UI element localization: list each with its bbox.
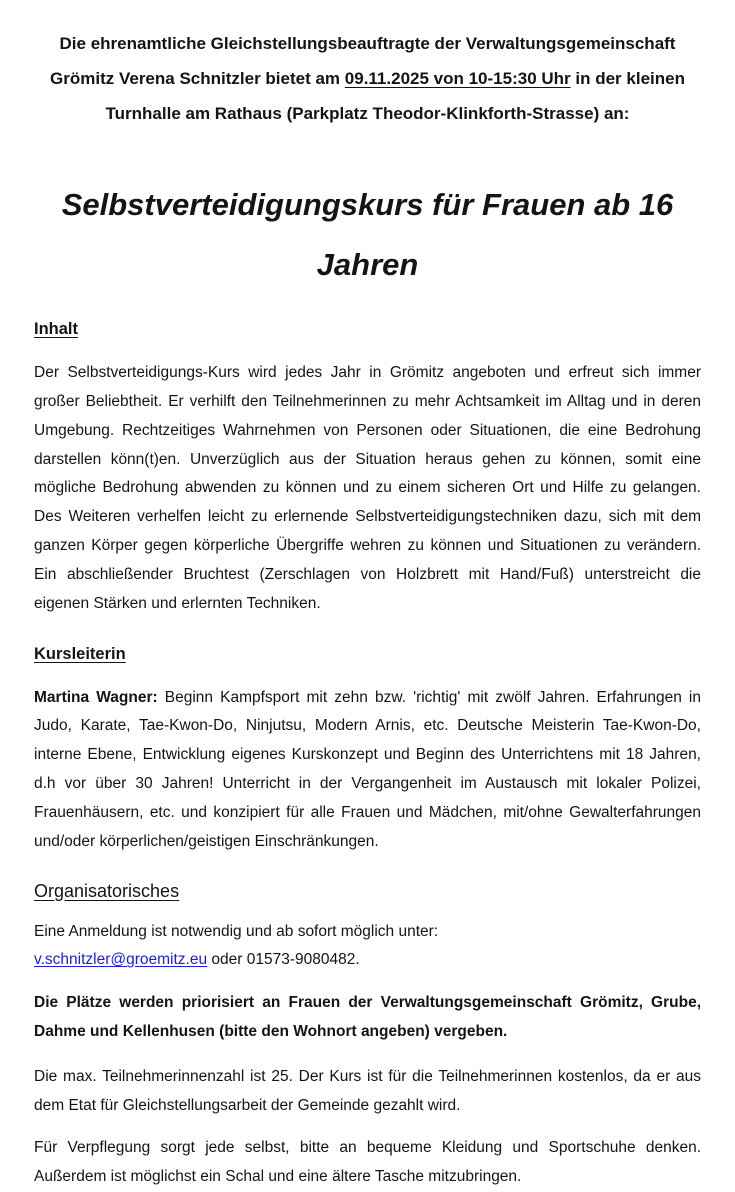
priority-note-paragraph: Die Plätze werden priorisiert an Frauen der Verwaltungsgemeinschaft Grömitz, Grube, Dahme und Kellenhusen (bitte den Wohnort angeben) vergeben.: [34, 994, 701, 1040]
registration-text: Eine Anmeldung ist notwendig und ab sofort möglich unter:: [34, 922, 439, 940]
section-heading-kursleiterin: Kursleiterin: [34, 644, 126, 663]
inhalt-paragraph: Der Selbstverteidigungs-Kurs wird jedes Jahr in Grömitz angeboten und erfreut sich immer großer Beliebtheit. Er verhilft den Teilnehmerinnen zu mehr Achtsamkeit im Alltag und in deren Umgebung. Rechtzeitiges Wahrnehmen von Personen oder Situationen, die eine Bedrohung darstellen könn(t)en. Unverzüglich aus der Situation heraus gehen zu können, somit eine mögliche Bedrohung abwenden zu können und zu einem sicheren Ort und Hilfe zu gelangen. Des Weiteren verhelfen leicht zu erlernende Selbstverteidigungstechniken dazu, sich mit dem ganzen Körper gegen körperliche Übergriffe wehren zu können und Situationen zu verändern. Ein abschließender Bruchtest (Zerschlagen von Holzbrett mit Hand/Fuß) unterstreicht die eigenen Stärken und erlernten Techniken.: [34, 364, 701, 612]
participants-note-paragraph: Die max. Teilnehmerinnenzahl ist 25. Der Kurs ist für die Teilnehmerinnen kostenlos, da er aus dem Etat für Gleichstellungsarbeit der Gemeinde gezahlt wird.: [34, 1067, 701, 1114]
instructor-bio: Beginn Kampfsport mit zehn bzw. 'richtig' mit zwölf Jahren. Erfahrungen in Judo, Karate, Tae-Kwon-Do, Ninjutsu, Modern Arnis, etc. Deutsche Meisterin Tae-Kwon-Do, interne Ebene, Entwicklung eigenes Kurskonzept und Beginn des Unterrichtens mit 18 Jahren, d.h vor über 30 Jahren! Unterricht in der Vergangenheit im Austausch mit lokaler Polizei, Frauenhäusern, etc. und konzipiert für alle Frauen und Mädchen, mit/ohne Gewalterfahrungen und/oder körperlichen/geistigen Einschränkungen.: [34, 688, 701, 850]
phone-text: oder 01573-9080482.: [207, 951, 360, 969]
instructor-name: Martina Wagner:: [34, 688, 158, 706]
intro-paragraph: [44, 26, 692, 131]
intro-date-underlined: 09.11.2025 von 10-15:30 Uhr: [344, 69, 571, 89]
equipment-note-paragraph: Für Verpflegung sorgt jede selbst, bitte an bequeme Kleidung und Sportschuhe denken. Außerdem ist möglichst ein Schal und eine ältere Tasche mitzubringen.: [34, 1139, 701, 1186]
intro-text-post: in der kleinen Turnhalle am Rathaus (Parkplatz Theodor-Klinkforth-Strasse) an:: [105, 69, 685, 124]
page-title: Selbstverteidigungskurs für Frauen ab 16 Jahren: [61, 187, 674, 282]
section-heading-organisatorisches: Organisatorisches: [34, 880, 180, 901]
email-link[interactable]: v.schnitzler@groemitz.eu: [34, 951, 208, 969]
registration-paragraph: [34, 918, 701, 976]
section-heading-inhalt: Inhalt: [34, 320, 78, 339]
kursleiterin-paragraph: [34, 684, 701, 857]
intro-text-pre: Die ehrenamtliche Gleichstellungsbeauftragte der Verwaltungsgemeinschaft Grömitz Verena Schnitzler bietet am: [50, 34, 676, 89]
